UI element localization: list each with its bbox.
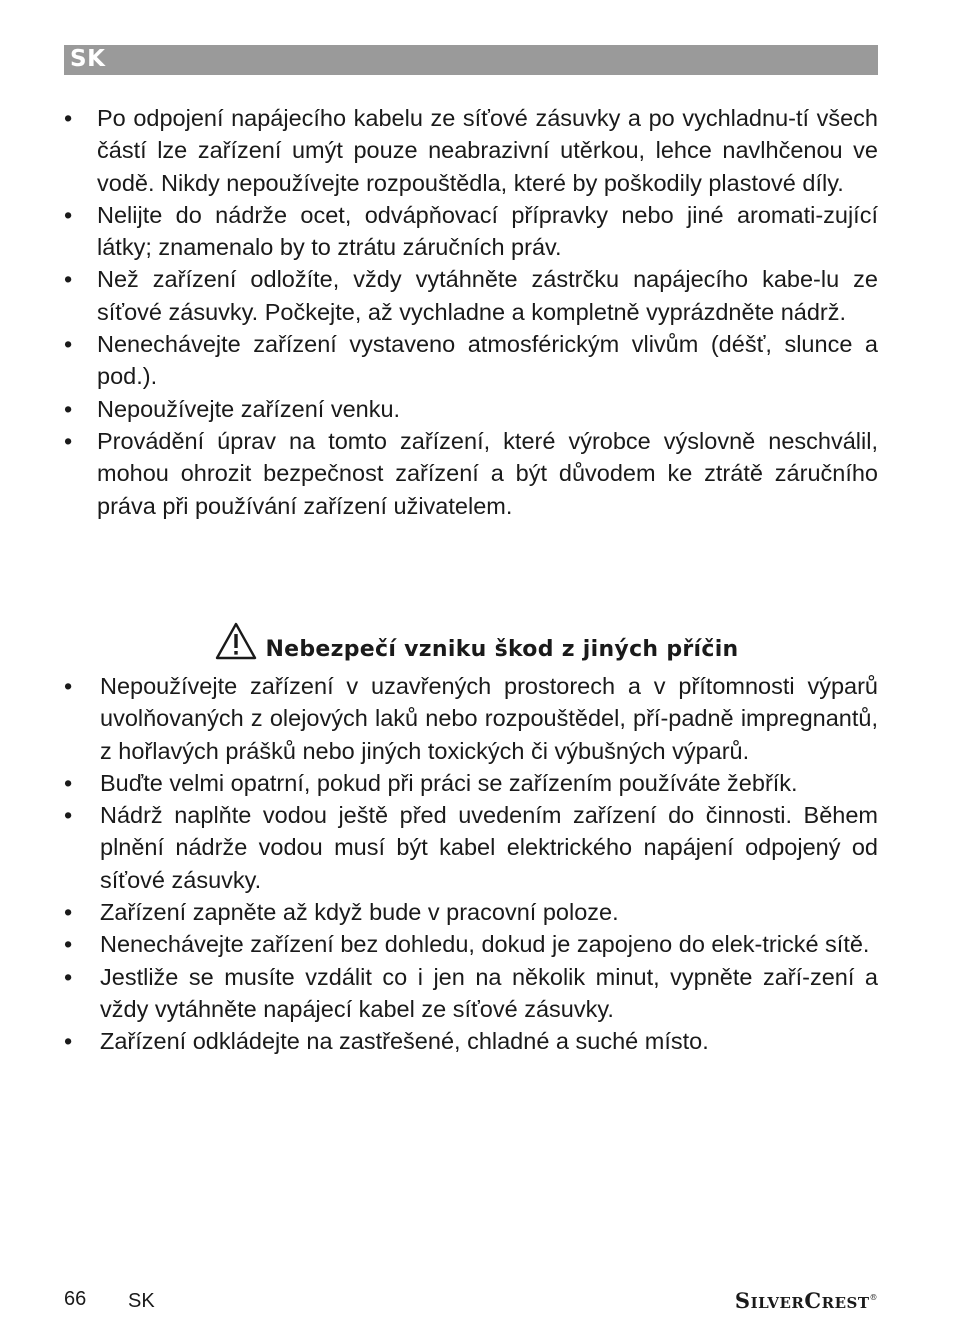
page-number: 66	[64, 1288, 87, 1310]
list-item	[64, 896, 878, 928]
list-item	[64, 961, 878, 1026]
bullet-icon: •	[64, 963, 73, 990]
list-item	[64, 799, 878, 896]
list-item	[64, 263, 878, 328]
list-item-text: Jestliže se musíte vzdálit co i jen na několik minut, vypněte zaří-zení a vždy vytáhněte napájecí kabel ze síťové zásuvky.	[100, 963, 878, 1022]
warning-heading	[0, 622, 954, 668]
registered-mark: ®	[869, 1293, 878, 1302]
list-item-text: Provádění úprav na tomto zařízení, které výrobce výslovně neschválil, mohou ohrozit bezpečnost zařízení a být důvodem ke ztrátě záručního práva při používání zařízení uživatelem.	[97, 427, 878, 519]
list-item-text: Než zařízení odložíte, vždy vytáhněte zástrčku napájecího kabe-lu ze síťové zásuvky. Počkejte, až vychladne a kompletně vyprázdněte nádrž.	[97, 266, 878, 325]
bullet-icon: •	[64, 266, 73, 293]
damage-warning-list	[64, 670, 878, 1058]
bullet-icon: •	[64, 931, 73, 958]
language-header-label: SK	[70, 46, 106, 72]
bullet-icon: •	[64, 769, 73, 796]
list-item-text: Po odpojení napájecího kabelu ze síťové zásuvky a po vychladnu-tí všech částí lze zařízení umýt pouze neabrazivní utěrkou, lehce navlhčenou ve vodě. Nikdy nepoužívejte rozpouštědla, které by poškodily plastové díly.	[97, 105, 878, 196]
list-item	[64, 199, 878, 264]
warning-title: Nebezpečí vzniku škod z jiných příčin	[265, 637, 739, 662]
list-item-text: Nádrž naplňte vodou ještě před uvedením zařízení do činnosti. Během plnění nádrže vodou musí být kabel elektrického napájení odpojený od síťové zásuvky.	[100, 802, 878, 893]
warning-triangle-icon	[215, 622, 257, 660]
brand-name: SilverCrest	[734, 1288, 870, 1313]
brand-logo	[735, 1288, 878, 1313]
list-item-text: Nenechávejte zařízení bez dohledu, dokud je zapojeno do elek-trické sítě.	[100, 931, 870, 958]
list-item	[64, 767, 878, 799]
list-item	[64, 928, 878, 960]
bullet-icon: •	[64, 395, 73, 422]
list-item	[64, 328, 878, 393]
list-item-text: Nepoužívejte zařízení v uzavřených prostorech a v přítomnosti výparů uvolňovaných z olejových laků nebo rozpouštědel, pří-padně impregnantů, z hořlavých prášků nebo jiných toxických či výbušných výparů.	[100, 673, 878, 764]
list-item	[64, 102, 878, 199]
bullet-icon: •	[64, 899, 73, 926]
bullet-icon: •	[64, 673, 73, 699]
bullet-icon: •	[64, 802, 73, 829]
bullet-icon: •	[64, 201, 73, 228]
list-item	[64, 1025, 878, 1057]
language-header-bar	[64, 45, 878, 75]
list-item-text: Zařízení odkládejte na zastřešené, chladné a suché místo.	[100, 1028, 709, 1055]
bullet-icon: •	[64, 331, 73, 358]
list-item	[64, 425, 878, 522]
footer-language: SK	[128, 1290, 155, 1312]
list-item-text: Nenechávejte zařízení vystaveno atmosférickým vlivům (déšť, slunce a pod.).	[97, 331, 878, 390]
list-item-text: Nepoužívejte zařízení venku.	[97, 395, 401, 422]
bullet-icon: •	[64, 427, 73, 454]
care-instructions-list	[64, 102, 878, 522]
list-item	[64, 670, 878, 767]
list-item-text: Zařízení zapněte až když bude v pracovní poloze.	[100, 899, 619, 926]
bullet-icon: •	[64, 105, 73, 131]
list-item-text: Buďte velmi opatrní, pokud při práci se zařízením používáte žebřík.	[100, 769, 798, 796]
bullet-icon: •	[64, 1028, 73, 1055]
list-item-text: Nelijte do nádrže ocet, odvápňovací přípravky nebo jiné aromati-zující látky; znamenalo by to ztrátu záručních práv.	[97, 201, 878, 261]
list-item	[64, 393, 878, 425]
